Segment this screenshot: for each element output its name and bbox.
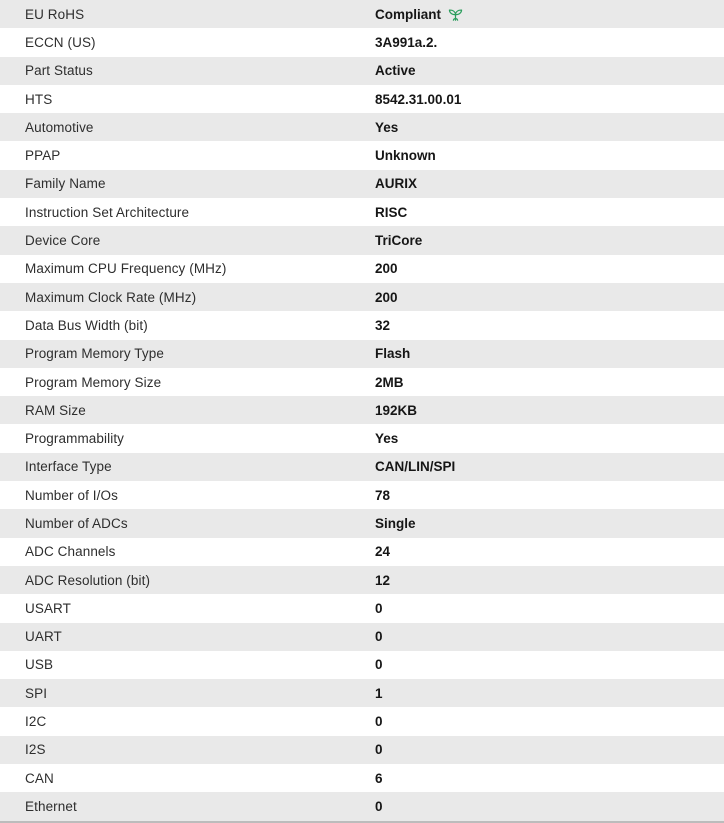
table-row: [0, 594, 724, 622]
spec-label: SPI: [25, 685, 48, 701]
spec-label: HTS: [25, 91, 53, 107]
spec-value-text: RISC: [375, 204, 408, 220]
spec-value-text: Yes: [375, 119, 399, 135]
table-row: [0, 57, 724, 85]
spec-value: [375, 573, 724, 588]
table-row: [0, 424, 724, 452]
table-row: [0, 509, 724, 537]
table-row: [0, 85, 724, 113]
spec-value-text: Active: [375, 63, 416, 79]
spec-label: Part Status: [25, 63, 93, 79]
table-row: [0, 764, 724, 792]
spec-value: [375, 205, 724, 220]
spec-value: [375, 459, 724, 474]
spec-value: [375, 601, 724, 616]
spec-value-text: Single: [375, 515, 416, 531]
spec-label: ECCN (US): [25, 34, 96, 50]
table-row: [0, 311, 724, 339]
spec-value-text: 0: [375, 742, 383, 758]
table-row: [0, 538, 724, 566]
spec-value-text: 200: [375, 289, 398, 305]
spec-label: PPAP: [25, 148, 61, 164]
spec-value-text: 0: [375, 798, 383, 814]
spec-value-text: AURIX: [375, 176, 418, 192]
spec-value-text: 8542.31.00.01: [375, 91, 462, 107]
table-row: [0, 170, 724, 198]
table-row: [0, 141, 724, 169]
spec-value: [375, 488, 724, 503]
spec-label: UART: [25, 629, 62, 645]
spec-value-text: 0: [375, 714, 383, 730]
spec-value: [375, 92, 724, 107]
spec-value: [375, 148, 724, 163]
table-row: [0, 28, 724, 56]
spec-value: [375, 686, 724, 701]
spec-label: ADC Channels: [25, 544, 116, 560]
table-row: [0, 283, 724, 311]
spec-value-text: 3A991a.2.: [375, 34, 438, 50]
spec-value-text: 1: [375, 685, 383, 701]
spec-value-text: 0: [375, 657, 383, 673]
table-row: [0, 651, 724, 679]
spec-value: [375, 657, 724, 672]
spec-value-text: Flash: [375, 346, 411, 362]
spec-label: Instruction Set Architecture: [25, 204, 190, 220]
spec-label: Maximum CPU Frequency (MHz): [25, 261, 227, 277]
spec-value: [375, 120, 724, 135]
spec-label: Program Memory Size: [25, 374, 162, 390]
spec-value: [375, 318, 724, 333]
spec-value: [375, 516, 724, 531]
spec-label: Device Core: [25, 233, 101, 249]
spec-value: [375, 261, 724, 276]
table-row: [0, 453, 724, 481]
spec-value-text: Unknown: [375, 148, 436, 164]
spec-value-text: 32: [375, 317, 391, 333]
spec-value: [375, 403, 724, 418]
spec-label: Family Name: [25, 176, 106, 192]
spec-value: [375, 63, 724, 78]
spec-value: [375, 431, 724, 446]
table-row: [0, 679, 724, 707]
spec-value-text: Compliant: [375, 6, 441, 22]
spec-value: [375, 629, 724, 644]
spec-value-text: CAN/LIN/SPI: [375, 459, 456, 475]
table-row: [0, 792, 724, 820]
spec-value: [375, 375, 724, 390]
spec-label: CAN: [25, 770, 54, 786]
spec-value: [375, 176, 724, 191]
spec-value-text: 0: [375, 600, 383, 616]
spec-value-text: 78: [375, 487, 391, 503]
table-row: [0, 113, 724, 141]
spec-label: RAM Size: [25, 402, 86, 418]
table-row: [0, 396, 724, 424]
table-row: [0, 255, 724, 283]
spec-label: Programmability: [25, 431, 125, 447]
spec-value: [375, 7, 724, 22]
spec-value-text: 6: [375, 770, 383, 786]
spec-value: [375, 714, 724, 729]
spec-label: Ethernet: [25, 798, 77, 814]
spec-value-text: 192KB: [375, 402, 418, 418]
spec-label: ADC Resolution (bit): [25, 572, 151, 588]
table-row: [0, 736, 724, 764]
spec-value-text: 0: [375, 629, 383, 645]
spec-value: [375, 544, 724, 559]
table-row: [0, 623, 724, 651]
spec-value: [375, 799, 724, 814]
spec-label: I2C: [25, 714, 47, 730]
spec-label: I2S: [25, 742, 46, 758]
spec-value-text: TriCore: [375, 233, 423, 249]
spec-value: [375, 290, 724, 305]
table-row: [0, 226, 724, 254]
spec-value-text: 24: [375, 544, 391, 560]
spec-label: EU RoHS: [25, 6, 85, 22]
spec-value-text: 200: [375, 261, 398, 277]
spec-label: Maximum Clock Rate (MHz): [25, 289, 197, 305]
spec-value-text: Yes: [375, 431, 399, 447]
spec-label: Data Bus Width (bit): [25, 317, 148, 333]
spec-value: [375, 346, 724, 361]
table-row: [0, 566, 724, 594]
table-row: [0, 198, 724, 226]
table-row: [0, 707, 724, 735]
table-row: [0, 0, 724, 28]
table-row: [0, 368, 724, 396]
rohs-leaf-icon[interactable]: [448, 8, 463, 21]
spec-value: [375, 35, 724, 50]
spec-value: [375, 742, 724, 757]
spec-label: USART: [25, 600, 72, 616]
spec-label: Number of ADCs: [25, 515, 128, 531]
spec-label: Program Memory Type: [25, 346, 164, 362]
table-row: [0, 340, 724, 368]
spec-label: Number of I/Os: [25, 487, 118, 503]
spec-value: [375, 771, 724, 786]
spec-label: Automotive: [25, 119, 94, 135]
spec-value-text: 2MB: [375, 374, 404, 390]
spec-value: [375, 233, 724, 248]
spec-label: USB: [25, 657, 54, 673]
spec-label: Interface Type: [25, 459, 112, 475]
spec-value-text: 12: [375, 572, 391, 588]
table-row: [0, 481, 724, 509]
